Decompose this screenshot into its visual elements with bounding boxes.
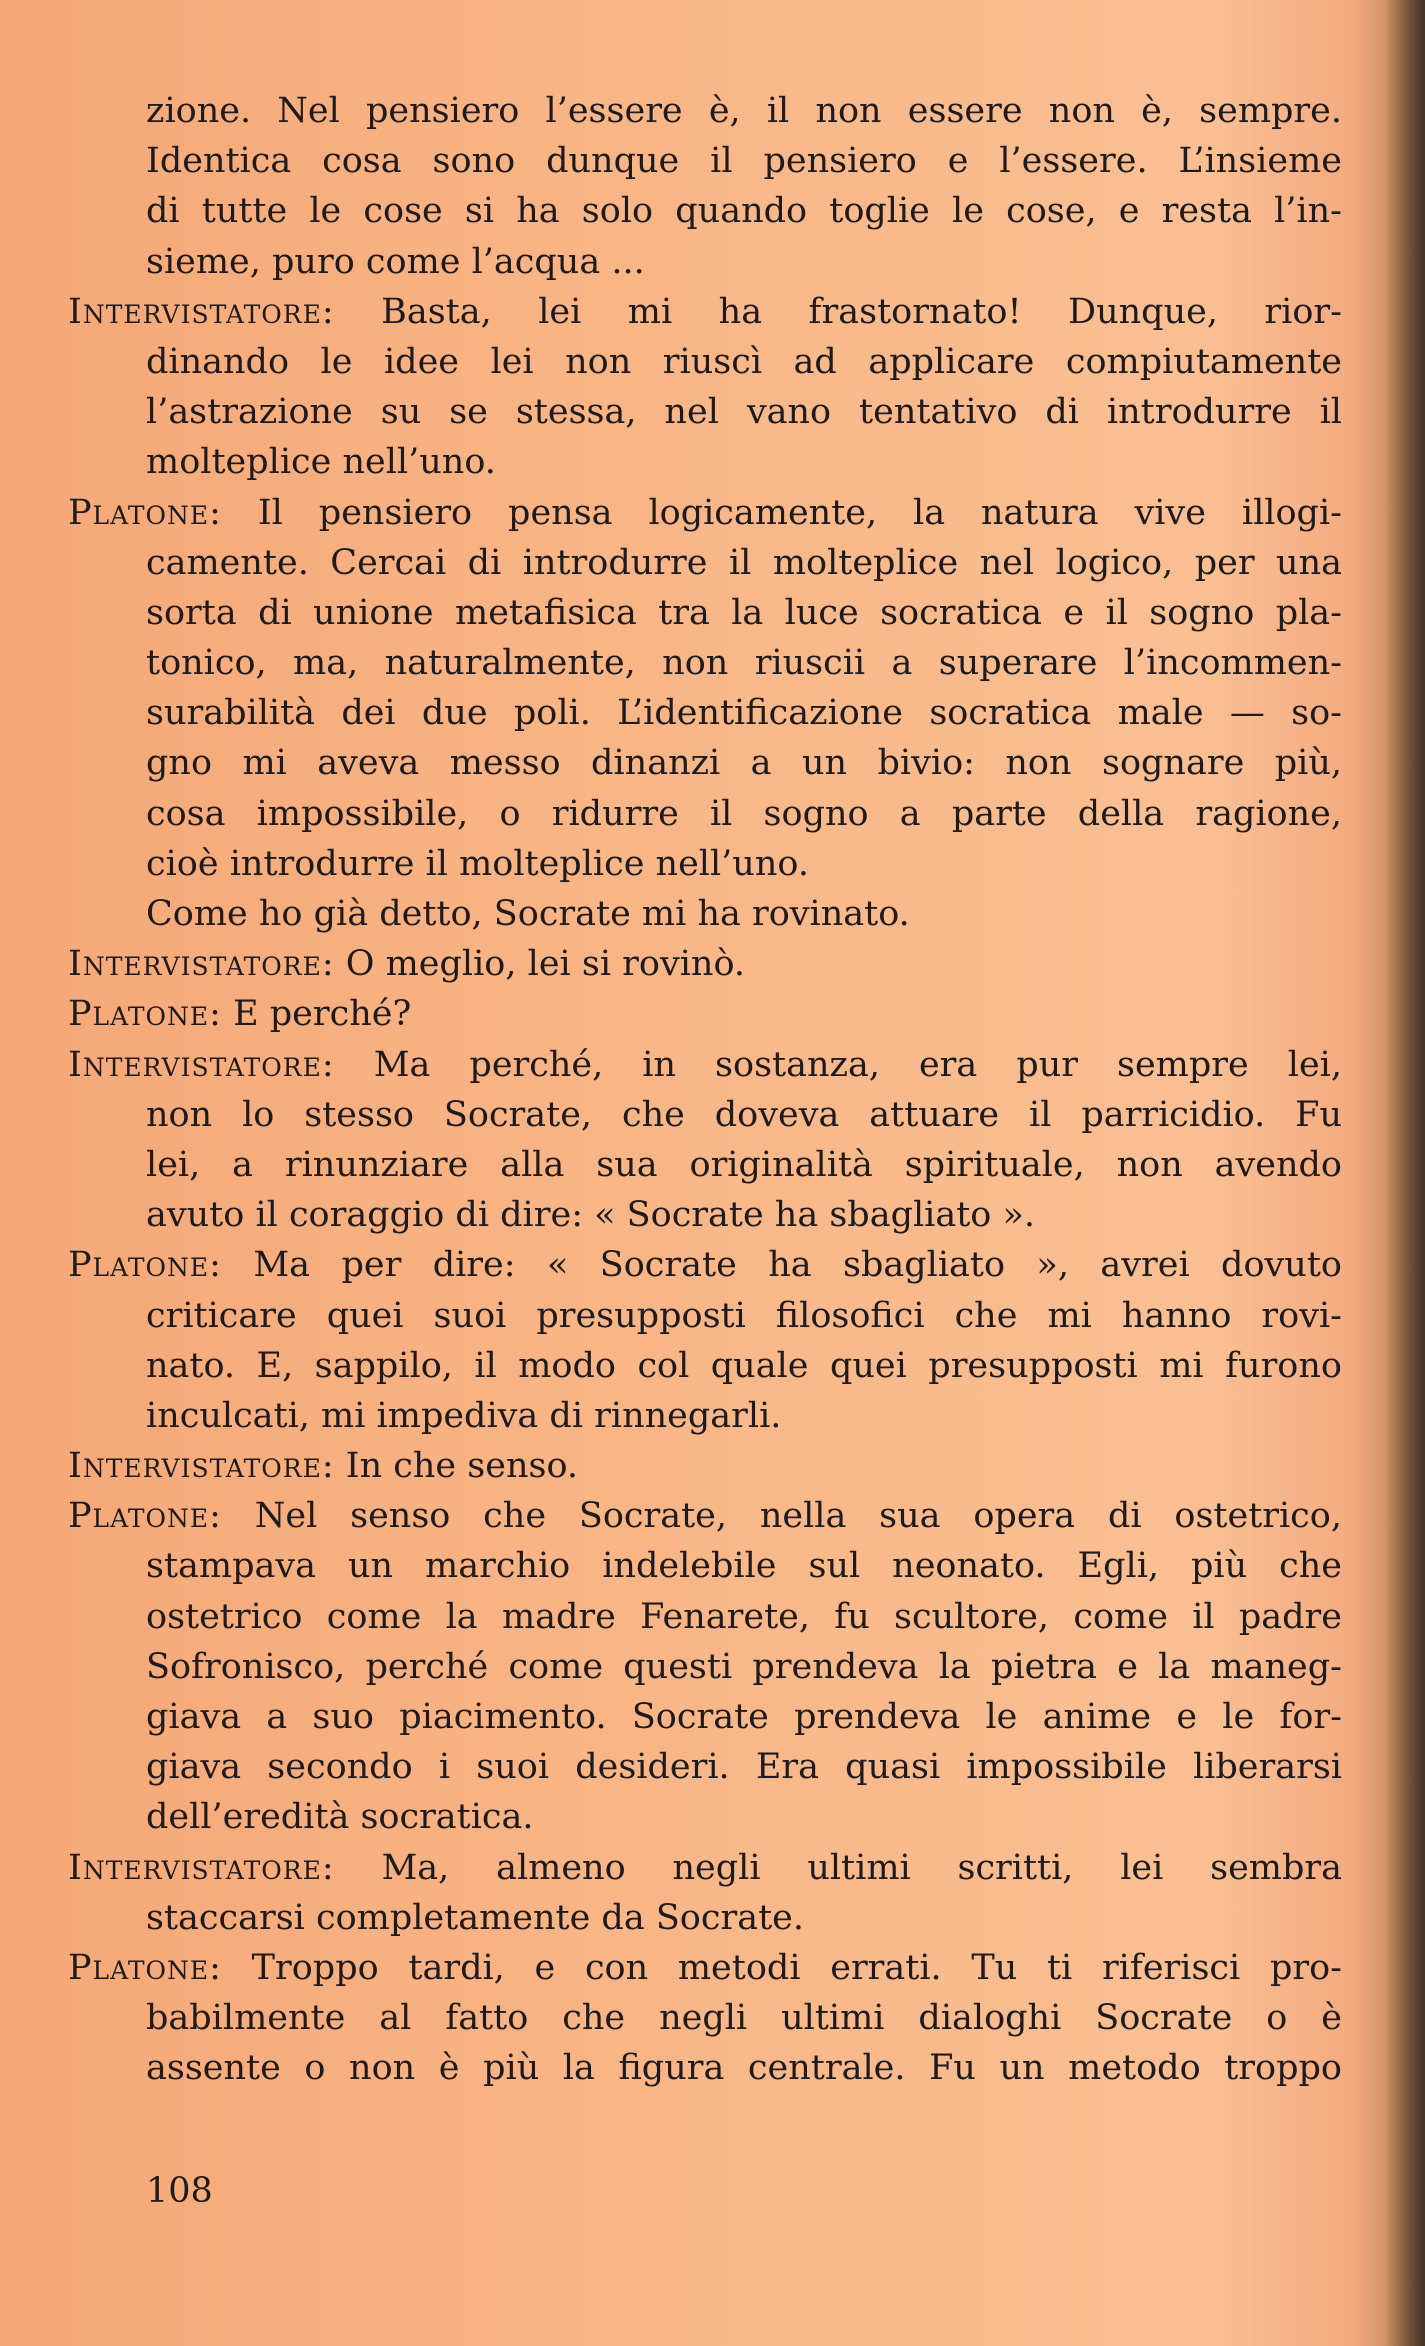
text-line (68, 939, 1342, 989)
dialogue-turn (68, 939, 1342, 989)
text-line: nato. E, sappilo, il modo col quale quei presupposti mi furono (146, 1345, 1342, 1386)
text-line: criticare quei suoi presupposti filosofici che mi hanno rovi- (146, 1295, 1342, 1336)
line-text: Ma per dire: « Socrate ha sbagliato », avrei dovuto (253, 1245, 1342, 1286)
text-line: babilmente al fatto che negli ultimi dialoghi Socrate o è (146, 1998, 1342, 2039)
text-line: gno mi aveva messo dinanzi a un bivio: non sognare più, (146, 743, 1342, 784)
speaker-label: Intervistatore: (68, 1044, 335, 1085)
paragraph (146, 86, 1342, 287)
dialogue-turn (68, 989, 1342, 1039)
text-line (68, 1240, 1342, 1290)
text-line (68, 1441, 1342, 1491)
dialogue-turn (68, 488, 1342, 890)
line-text: Basta, lei mi ha frastornato! Dunque, rior- (381, 291, 1342, 332)
line-text: E perché? (233, 994, 412, 1035)
text-line: avuto il coraggio di dire: « Socrate ha sbagliato ». (146, 1195, 1036, 1236)
line-text: Ma, almeno negli ultimi scritti, lei sembra (381, 1847, 1342, 1888)
text-line: non lo stesso Socrate, che doveva attuare il parricidio. Fu (146, 1094, 1342, 1135)
text-line (68, 1943, 1342, 1993)
dialogue-turn (68, 1943, 1342, 2094)
text-line: stampava un marchio indelebile sul neonato. Egli, più che (146, 1546, 1342, 1587)
dialogue-turn (68, 1441, 1342, 1491)
text-line: zione. Nel pensiero l’essere è, il non essere non è, sempre. (146, 91, 1342, 131)
speaker-label: Intervistatore: (68, 1847, 335, 1888)
line-text: O meglio, lei si rovinò. (345, 944, 746, 985)
text-line: dinando le idee lei non riuscì ad applicare compiutamente (146, 341, 1342, 382)
speaker-label: Platone: (68, 492, 222, 533)
text-line: lei, a rinunziare alla sua originalità spirituale, non avendo (146, 1144, 1342, 1185)
dialogue-turn (68, 1491, 1342, 1842)
line-text: Troppo tardi, e con metodi errati. Tu ti riferisci pro- (251, 1947, 1342, 1988)
text-line: Identica cosa sono dunque il pensiero e l’essere. L’insieme (146, 141, 1342, 182)
dialogue-turn (68, 1240, 1342, 1441)
line-text: In che senso. (345, 1446, 579, 1487)
speaker-label: Platone: (68, 1947, 222, 1988)
text-line: molteplice nell’uno. (146, 442, 496, 483)
dialogue-turn (68, 287, 1342, 488)
paragraph (146, 889, 1342, 939)
page-text (68, 86, 1342, 2094)
text-line: surabilità dei due poli. L’identificazione socratica male — so- (146, 693, 1342, 734)
speaker-label: Intervistatore: (68, 291, 335, 332)
text-line (68, 1843, 1342, 1893)
text-line: cioè introdurre il molteplice nell’uno. (146, 843, 809, 884)
line-text: Il pensiero pensa logicamente, la natura vive illogi- (257, 492, 1342, 533)
text-line: l’astrazione su se stessa, nel vano tentativo di introdurre il (146, 392, 1342, 433)
text-line (68, 1491, 1342, 1541)
text-line: sorta di unione metafisica tra la luce socratica e il sogno pla- (146, 592, 1342, 633)
text-line: Sofronisco, perché come questi prendeva la pietra e la maneg- (146, 1646, 1342, 1687)
text-line: tonico, ma, naturalmente, non riuscii a superare l’incommen- (146, 643, 1342, 684)
line-text: Nel senso che Socrate, nella sua opera di ostetrico, (254, 1496, 1342, 1537)
text-line: sieme, puro come l’acqua ... (146, 241, 645, 282)
text-line (68, 989, 1342, 1039)
speaker-label: Intervistatore: (68, 1446, 335, 1487)
text-line: inculcati, mi impediva di rinnegarli. (146, 1395, 782, 1436)
text-line: Come ho già detto, Socrate mi ha rovinato. (146, 894, 910, 934)
text-line: dell’eredità socratica. (146, 1797, 534, 1838)
line-text: Ma perché, in sostanza, era pur sempre lei, (373, 1044, 1342, 1085)
text-line: di tutte le cose si ha solo quando toglie le cose, e resta l’in- (146, 191, 1342, 232)
text-line: cosa impossibile, o ridurre il sogno a parte della ragione, (146, 793, 1342, 834)
speaker-label: Platone: (68, 1245, 222, 1286)
speaker-label: Platone: (68, 1496, 222, 1537)
text-line (68, 1040, 1342, 1090)
text-line: ostetrico come la madre Fenarete, fu scultore, come il padre (146, 1596, 1342, 1637)
book-gutter-shadow (1385, 0, 1425, 2346)
text-line (68, 488, 1342, 538)
text-line (68, 287, 1342, 337)
text-line: giava secondo i suoi desideri. Era quasi impossibile liberarsi (146, 1747, 1342, 1788)
dialogue-turn (68, 1040, 1342, 1241)
speaker-label: Intervistatore: (68, 944, 335, 985)
text-line: assente o non è più la figura centrale. Fu un metodo troppo (146, 2048, 1342, 2089)
page-number: 108 (146, 2171, 213, 2211)
text-line: giava a suo piacimento. Socrate prendeva le anime e le for- (146, 1697, 1342, 1737)
speaker-label: Platone: (68, 994, 222, 1035)
text-line: camente. Cercai di introdurre il molteplice nel logico, per una (146, 542, 1342, 583)
text-line: staccarsi completamente da Socrate. (146, 1897, 804, 1938)
dialogue-turn (68, 1843, 1342, 1943)
